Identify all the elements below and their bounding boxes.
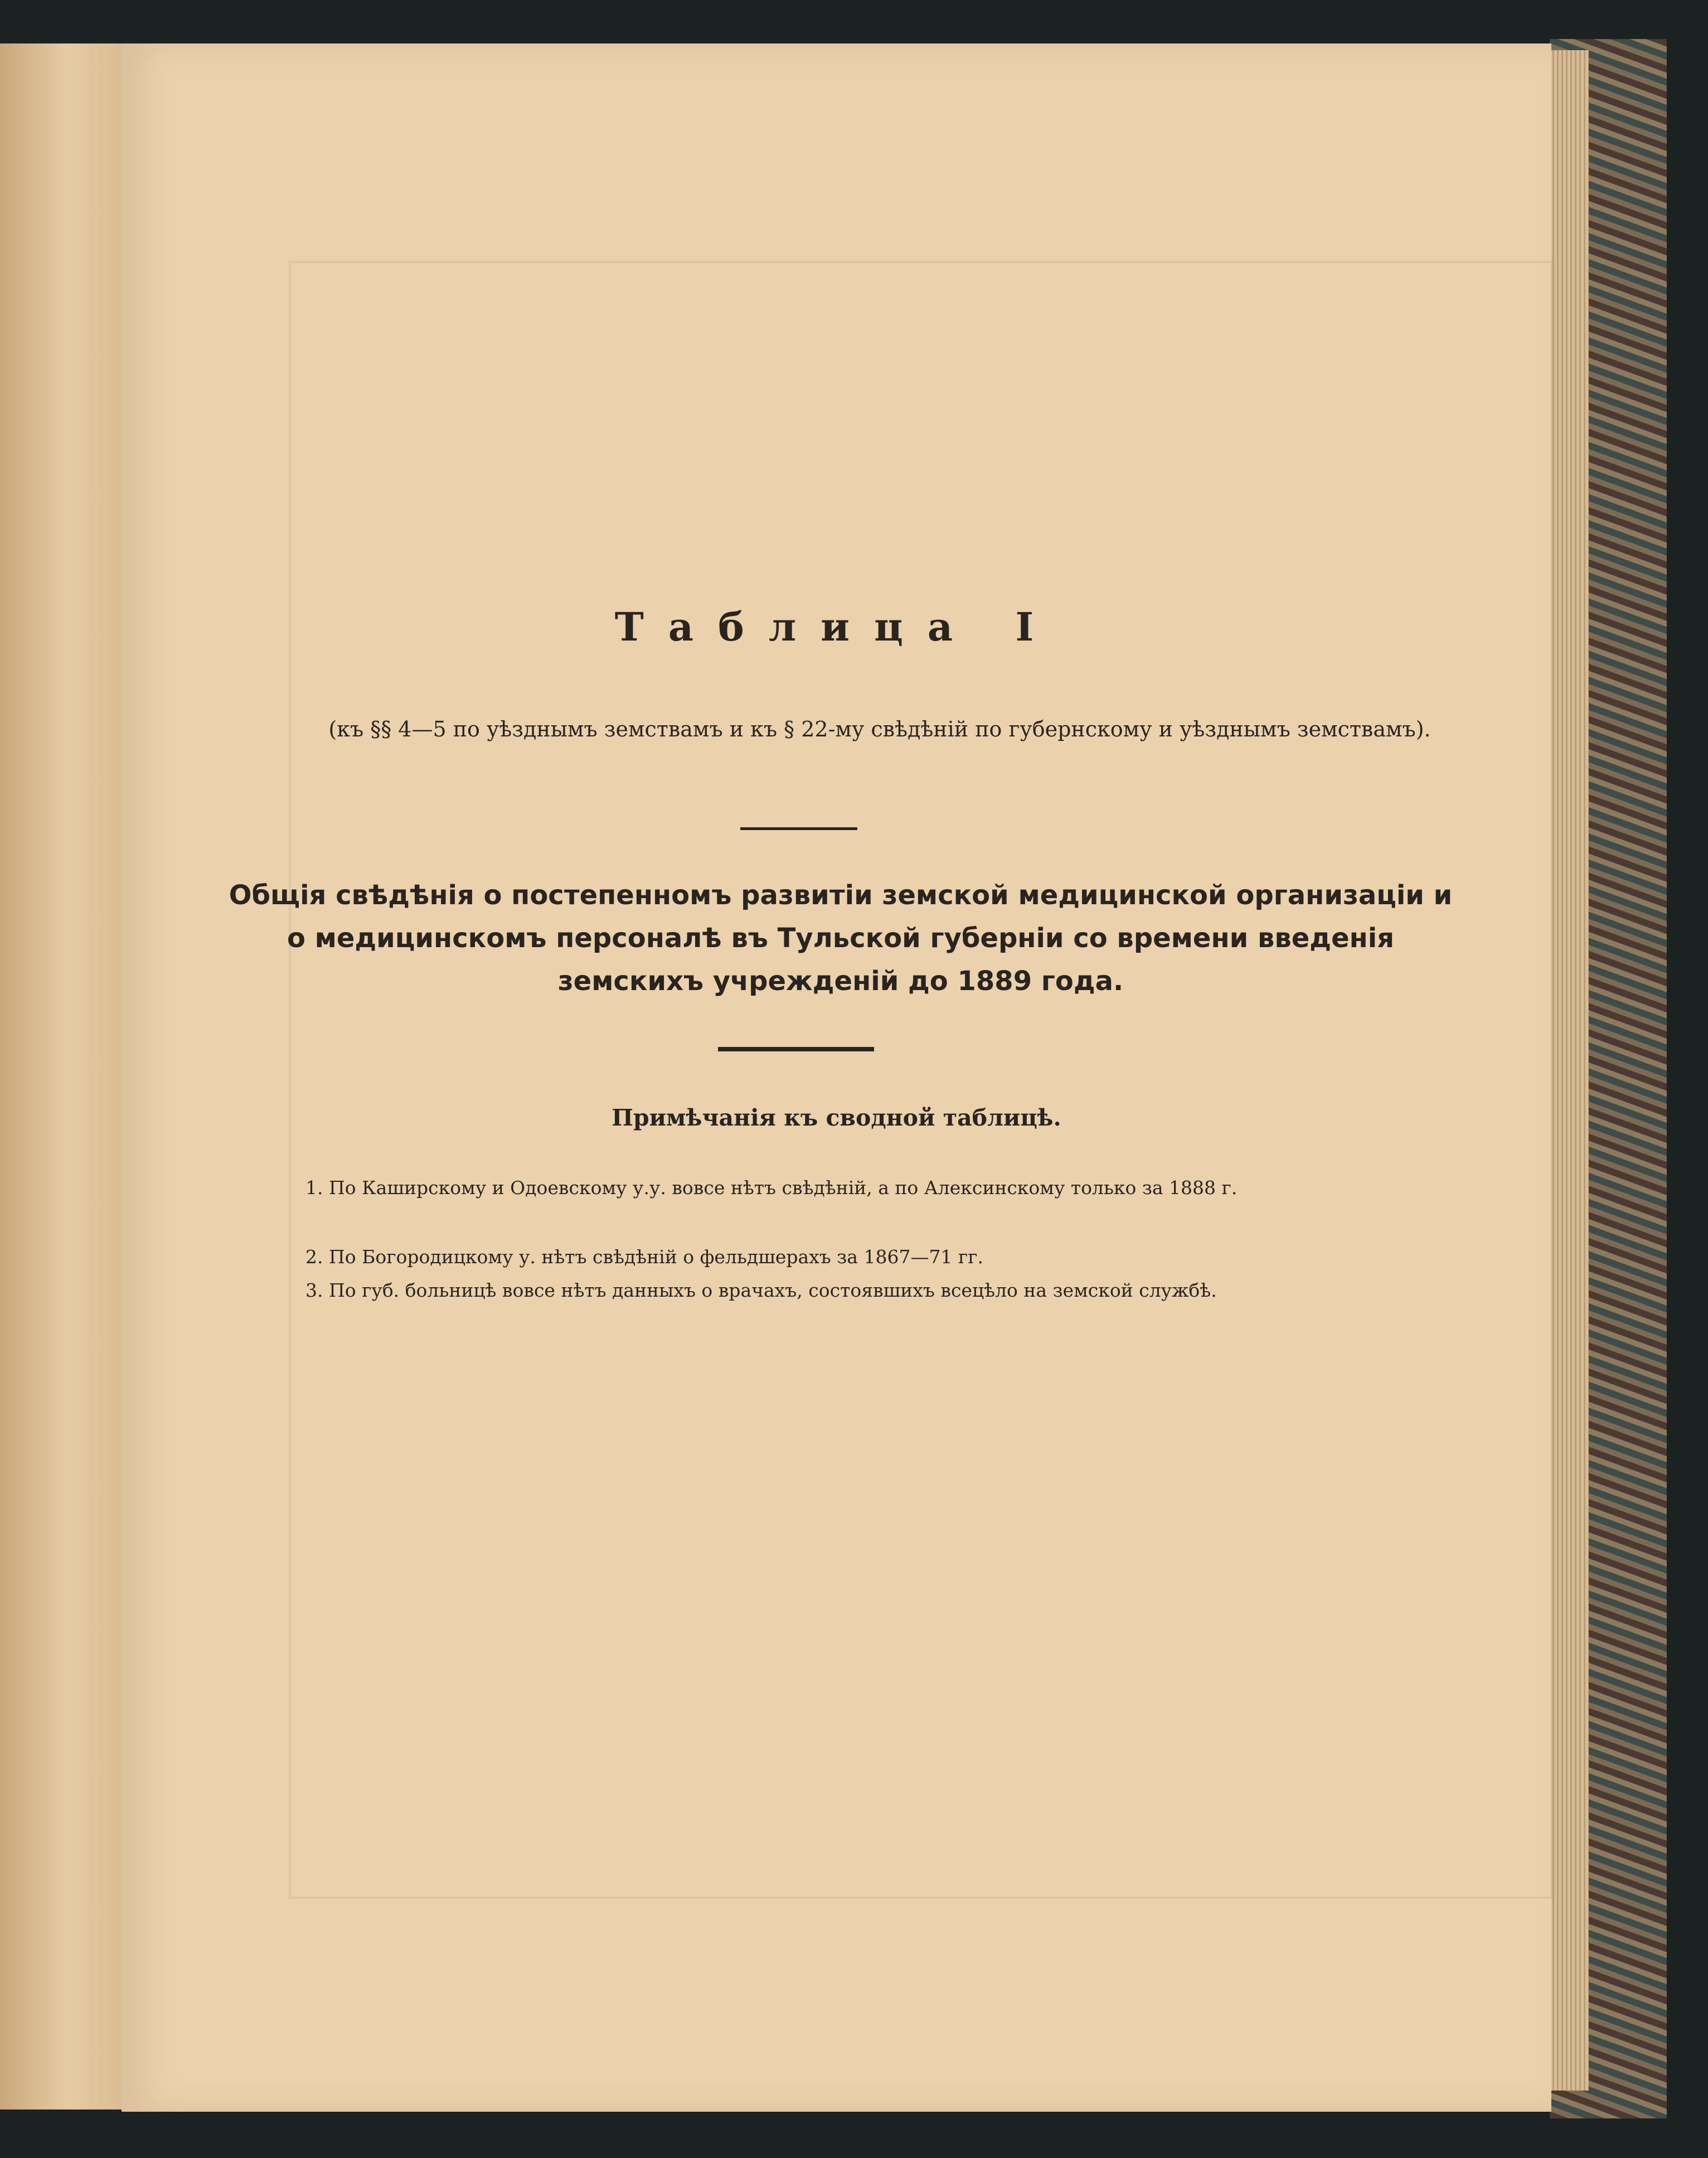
note-item: 1. По Каширскому и Одоевскому у.у. вовсе нѣтъ свѣдѣній, а по Алексинскому только за 1888 г.: [305, 1177, 1238, 1199]
table-title: Таблица I: [614, 604, 1059, 650]
divider-short: [740, 827, 857, 830]
notes-title: Примѣчанія къ сводной таблицѣ.: [612, 1104, 1061, 1131]
book-page: [122, 43, 1551, 2112]
left-page-edge: [0, 43, 123, 2109]
section-heading: Общія свѣдѣнія о постепенномъ развитіи земской медицинской организаціи и о медицинскомъ персоналѣ въ Тульской губерніи со времени введенія земскихъ учрежденій до 1889 года.: [229, 880, 1453, 997]
note-item: 2. По Богородицкому у. нѣтъ свѣдѣній о фельдшерахъ за 1867—71 гг.: [305, 1246, 983, 1268]
page-edges: [1550, 50, 1589, 2091]
divider-thick: [718, 1047, 874, 1051]
page-content: [122, 43, 1551, 2112]
table-subtitle: (къ §§ 4—5 по уѣзднымъ земствамъ и къ § 22-му свѣдѣній по губернскому и уѣзднымъ земствамъ).: [328, 717, 1431, 741]
note-item: 3. По губ. больницѣ вовсе нѣтъ данныхъ о врачахъ, состоявшихъ всецѣло на земской службѣ.: [305, 1279, 1217, 1301]
